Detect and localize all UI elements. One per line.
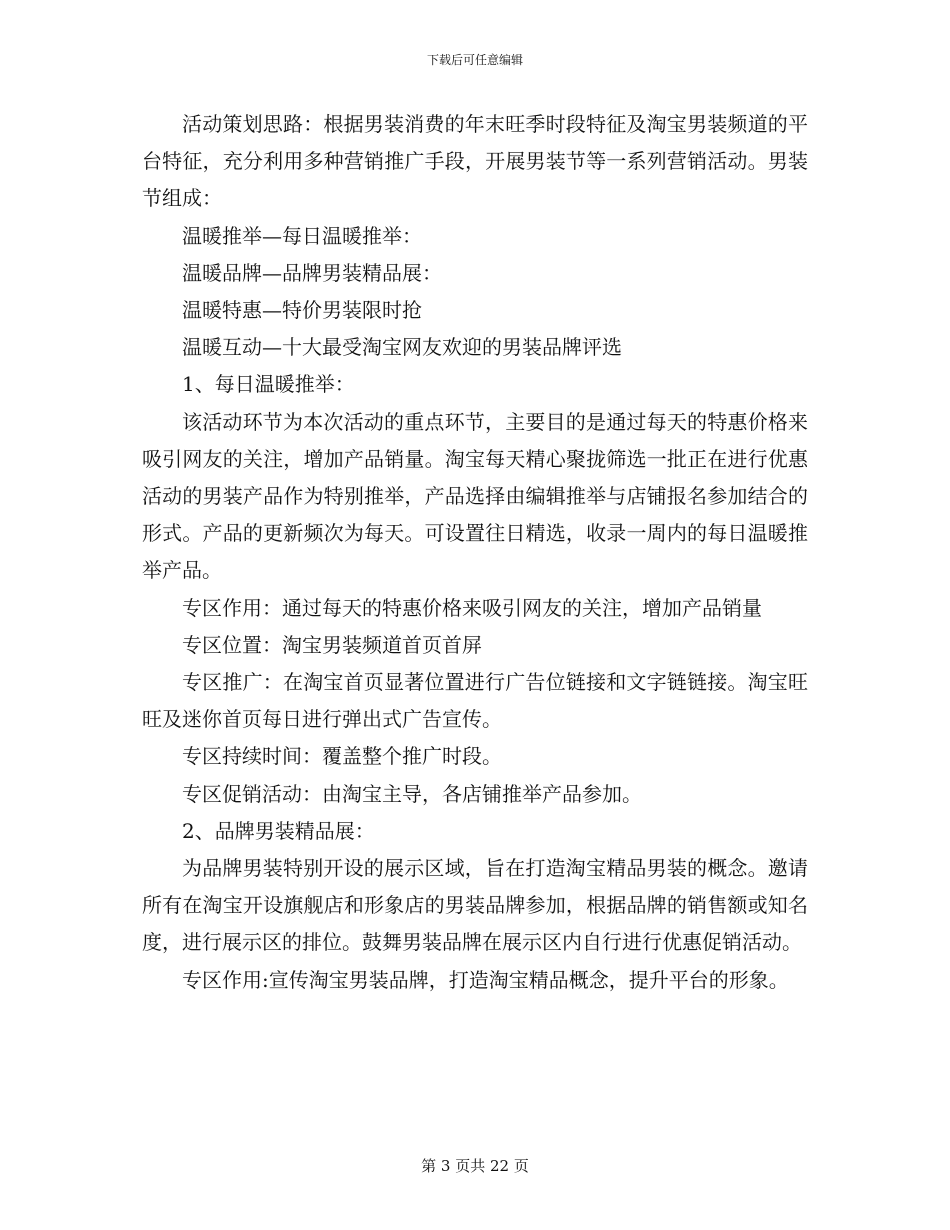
paragraph-item-interaction: 温暖互动—十大最受淘宝网友欢迎的男装品牌评选 [182,335,622,360]
document-body [142,106,808,999]
paragraph-daily-desc: 该活动环节为本次活动的重点环节，主要目的是通过每天的特惠价格来吸引网友的关注，增加产品销量。淘宝每天精心聚拢筛选一批正在进行优惠活动的男装产品作为特别推举，产品选择由编辑推举与店铺报名参加结合的形式。产品的更新频次为每天。可设置往日精选，收录一周内的每日温暖推举产品。 [142,409,808,583]
section-heading-2: 2、品牌男装精品展： [182,818,375,843]
paragraph-zone-promotion: 专区推广：在淘宝首页显著位置进行广告位链接和文字链链接。淘宝旺旺及迷你首页每日进行弹出式广告宣传。 [142,670,808,732]
paragraph-zone-position: 专区位置：淘宝男装频道首页首屏 [182,632,482,657]
page-header-note: 下载后可任意编辑 [426,53,523,67]
paragraph-zone-purpose: 专区作用：通过每天的特惠价格来吸引网友的关注，增加产品销量 [182,595,762,620]
paragraph-item-daily: 温暖推举—每日温暖推举： [182,223,422,248]
paragraph-item-special: 温暖特惠—特价男装限时抢 [182,298,422,323]
paragraph-zone-sales: 专区促销活动：由淘宝主导，各店铺推举产品参加。 [182,781,642,806]
paragraph-zone-duration: 专区持续时间：覆盖整个推广时段。 [182,744,502,769]
page-footer-number: 第 3 页共 22 页 [421,1157,529,1175]
section-heading-1: 1、每日温暖推举： [182,372,355,397]
paragraph-brand-desc: 为品牌男装特别开设的展示区域，旨在打造淘宝精品男装的概念。邀请所有在淘宝开设旗舰店和形象店的男装品牌参加，根据品牌的销售额或知名度，进行展示区的排位。鼓舞男装品牌在展示区内自行进行优惠促销活动。 [142,856,808,955]
paragraph-strategy: 活动策划思路：根据男装消费的年末旺季时段特征及淘宝男装频道的平台特征，充分利用多种营销推广手段，开展男装节等一系列营销活动。男装节组成： [142,112,808,211]
paragraph-item-brand: 温暖品牌—品牌男装精品展： [182,260,442,285]
paragraph-brand-purpose: 专区作用:宣传淘宝男装品牌，打造淘宝精品概念，提升平台的形象。 [182,967,789,992]
